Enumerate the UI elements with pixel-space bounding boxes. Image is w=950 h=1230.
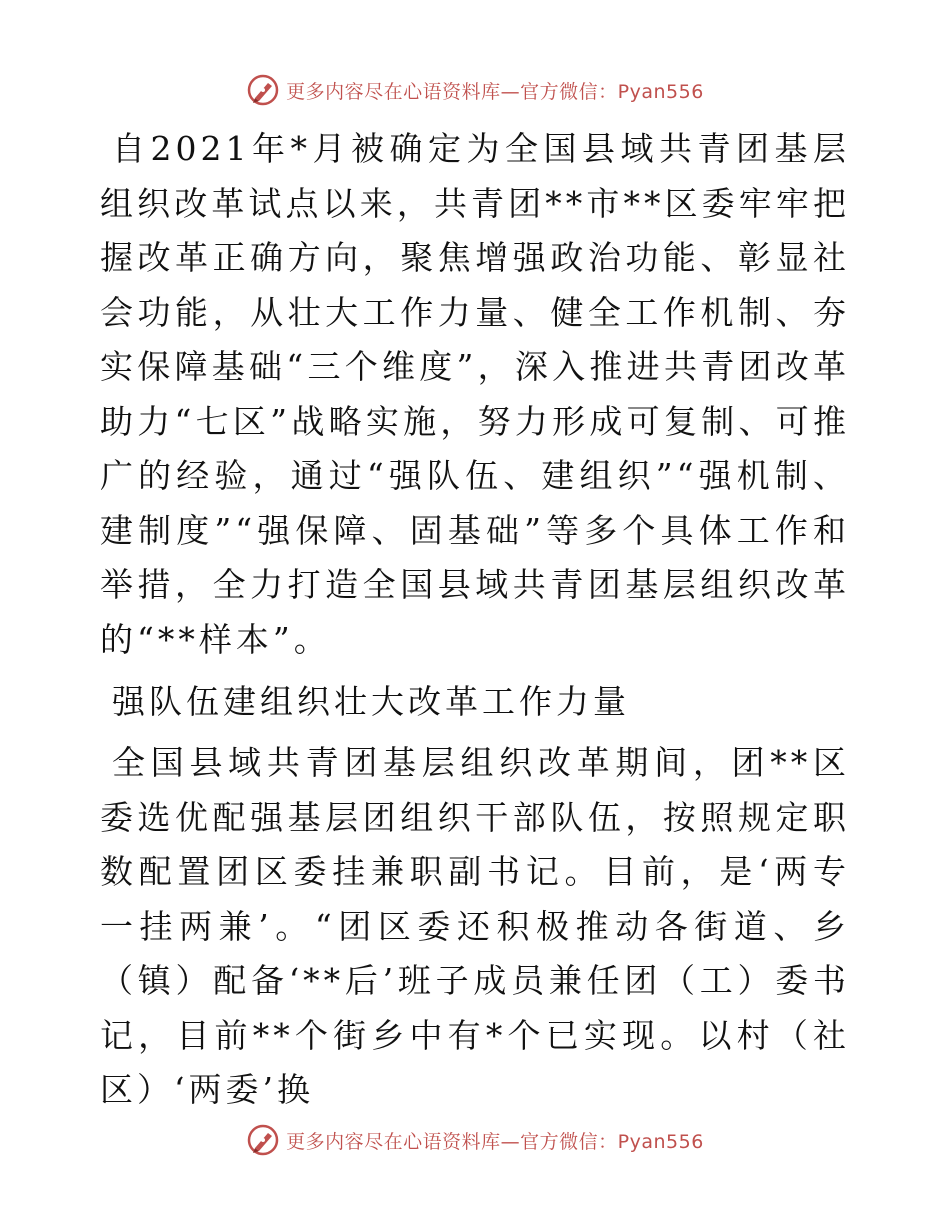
watermark-bottom <box>0 1120 950 1160</box>
pen-logo-icon <box>246 73 280 107</box>
watermark-text: 更多内容尽在心语资料库—官方微信：Pyan556 <box>286 1130 704 1153</box>
watermark-top <box>0 70 950 110</box>
document-body <box>100 122 850 1118</box>
pen-logo-icon <box>246 1123 280 1157</box>
paragraph-2: 全国县域共青团基层组织改革期间，团**区委选优配强基层团组织干部队伍，按照规定职数配置团区委挂兼职副书记。目前，是‘两专一挂两兼’。“团区委还积极推动各街道、乡（镇）配备‘**后’班子成员兼任团（工）委书记，目前**个街乡中有*个已实现。以村（社区）‘两委’换 <box>100 743 850 1109</box>
section-heading: 强队伍建组织壮大改革工作力量 <box>112 682 630 721</box>
watermark-text: 更多内容尽在心语资料库—官方微信：Pyan556 <box>286 80 704 103</box>
paragraph-1: 自2021年*月被确定为全国县域共青团基层组织改革试点以来，共青团**市**区委牢牢把握改革正确方向，聚焦增强政治功能、彰显社会功能，从壮大工作力量、健全工作机制、夯实保障基础“三个维度”，深入推进共青团改革助力“七区”战略实施，努力形成可复制、可推广的经验，通过“强队伍、建组织”“强机制、建制度”“强保障、固基础”等多个具体工作和举措，全力打造全国县域共青团基层组织改革的“**样本”。 <box>100 129 850 659</box>
